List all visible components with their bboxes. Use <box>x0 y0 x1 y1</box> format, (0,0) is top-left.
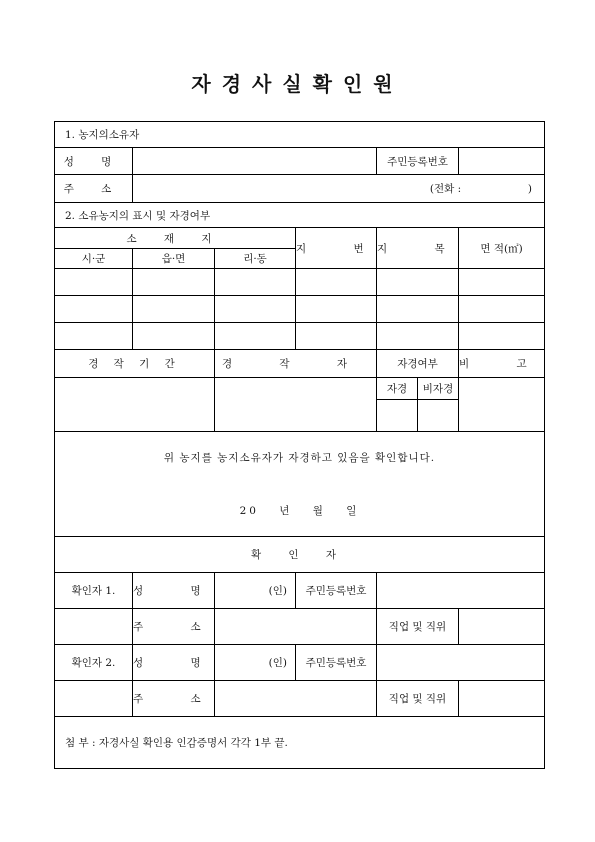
land-cell[interactable] <box>215 269 296 296</box>
land-row <box>55 323 545 350</box>
confirmer2-seal: (인) <box>268 656 287 669</box>
confirmer-heading-row <box>55 536 545 572</box>
confirmer1-address-field[interactable] <box>215 608 377 644</box>
farming-data-row-1 <box>55 378 545 400</box>
jibun-header: 지 번 <box>296 228 377 269</box>
confirmer2-job-field[interactable] <box>459 680 545 716</box>
land-cell[interactable] <box>55 323 133 350</box>
confirmation-date: 20 년 월 일 <box>239 504 360 517</box>
self-label: 자경 <box>377 378 418 399</box>
land-row <box>55 269 545 296</box>
self-status-fields <box>377 400 459 432</box>
land-cell[interactable] <box>377 269 459 296</box>
confirmer2-name-field[interactable] <box>215 644 296 680</box>
land-row <box>55 296 545 323</box>
non-self-checkbox[interactable] <box>418 400 458 431</box>
land-cell[interactable] <box>459 323 545 350</box>
attachment-row <box>55 716 545 768</box>
jimok-header: 지 목 <box>377 228 459 269</box>
confirmer2-rrn-label: 주민등록번호 <box>296 644 377 680</box>
non-self-label: 비자경 <box>422 383 454 396</box>
confirmer1-name-field[interactable] <box>215 572 296 608</box>
owner-name-row <box>55 148 545 175</box>
land-cell[interactable] <box>296 269 377 296</box>
confirmer2-address-row <box>55 680 545 716</box>
confirmation-form-table <box>54 121 549 769</box>
owner-rrn-field[interactable] <box>459 148 545 175</box>
land-cell[interactable] <box>377 323 459 350</box>
confirmer2-address-label: 주 소 <box>133 680 215 716</box>
self-status-header: 자경여부 <box>377 350 459 378</box>
land-cell[interactable] <box>459 296 545 323</box>
confirmer2-label: 확인자 2. <box>55 644 133 680</box>
remarks-field[interactable] <box>459 378 545 432</box>
section2-heading: 2. 소유농지의 표시 및 자경여부 <box>55 203 545 228</box>
farmer-header: 경 작 자 <box>215 350 377 378</box>
statement-row <box>55 432 545 536</box>
confirmer1-job-field[interactable] <box>459 608 545 644</box>
confirmer2-rrn-field[interactable] <box>377 644 545 680</box>
document-title: 자경사실확인원 <box>191 72 404 96</box>
confirmer-heading: 확 인 자 <box>55 536 545 572</box>
land-cell[interactable] <box>215 323 296 350</box>
owner-phone-label: (전화 : ) <box>429 183 533 196</box>
land-cell[interactable] <box>296 296 377 323</box>
confirmation-statement: 위 농지를 농지소유자가 자경하고 있음을 확인합니다. <box>163 451 436 464</box>
owner-name-label: 성 명 <box>55 148 133 175</box>
section2-heading-row <box>55 203 545 228</box>
owner-address-row <box>55 175 545 203</box>
land-cell[interactable] <box>377 296 459 323</box>
confirmer1-rrn-label: 주민등록번호 <box>296 572 377 608</box>
confirmer1-name-label: 성 명 <box>133 572 215 608</box>
owner-address-field[interactable] <box>133 175 545 203</box>
land-cell[interactable] <box>55 296 133 323</box>
period-field[interactable] <box>55 378 215 432</box>
statement-cell <box>55 432 545 536</box>
confirmer1-seal: (인) <box>268 584 287 597</box>
section1-heading-row <box>55 122 545 148</box>
ridong-header: 리·동 <box>215 249 296 269</box>
eupmyeon-header: 읍·면 <box>133 249 215 269</box>
self-checkbox[interactable] <box>377 400 418 431</box>
confirmer1-address-label: 주 소 <box>133 608 215 644</box>
attachment-note: 첨 부 : 자경사실 확인용 인감증명서 각각 1부 끝. <box>55 716 545 768</box>
land-cell[interactable] <box>133 296 215 323</box>
farmer-field[interactable] <box>215 378 377 432</box>
land-cell[interactable] <box>215 296 296 323</box>
owner-rrn-label: 주민등록번호 <box>377 148 459 175</box>
area-header: 면 적(㎡) <box>459 228 545 269</box>
land-cell[interactable] <box>133 269 215 296</box>
farming-header-row <box>55 350 545 378</box>
confirmer2-blank <box>55 680 133 716</box>
confirmer1-address-row <box>55 608 545 644</box>
land-header-row-1 <box>55 228 545 249</box>
period-header: 경 작 기 간 <box>55 350 215 378</box>
confirmer1-name-row <box>55 572 545 608</box>
land-cell[interactable] <box>296 323 377 350</box>
section1-heading: 1. 농지의소유자 <box>55 122 545 148</box>
sigun-header: 시·군 <box>55 249 133 269</box>
confirmer2-name-label: 성 명 <box>133 644 215 680</box>
confirmer2-address-field[interactable] <box>215 680 377 716</box>
confirmer1-job-label: 직업 및 직위 <box>377 608 459 644</box>
confirmer2-name-row <box>55 644 545 680</box>
land-cell[interactable] <box>55 269 133 296</box>
owner-name-field[interactable] <box>133 148 377 175</box>
land-cell[interactable] <box>133 323 215 350</box>
land-cell[interactable] <box>459 269 545 296</box>
confirmer1-label: 확인자 1. <box>55 572 133 608</box>
owner-address-label: 주 소 <box>55 175 133 203</box>
confirmer1-blank <box>55 608 133 644</box>
location-header: 소 재 지 <box>55 228 296 249</box>
remarks-header: 비 고 <box>459 350 545 378</box>
confirmer2-job-label: 직업 및 직위 <box>377 680 459 716</box>
confirmer1-rrn-field[interactable] <box>377 572 545 608</box>
self-status-subheader <box>377 378 459 400</box>
